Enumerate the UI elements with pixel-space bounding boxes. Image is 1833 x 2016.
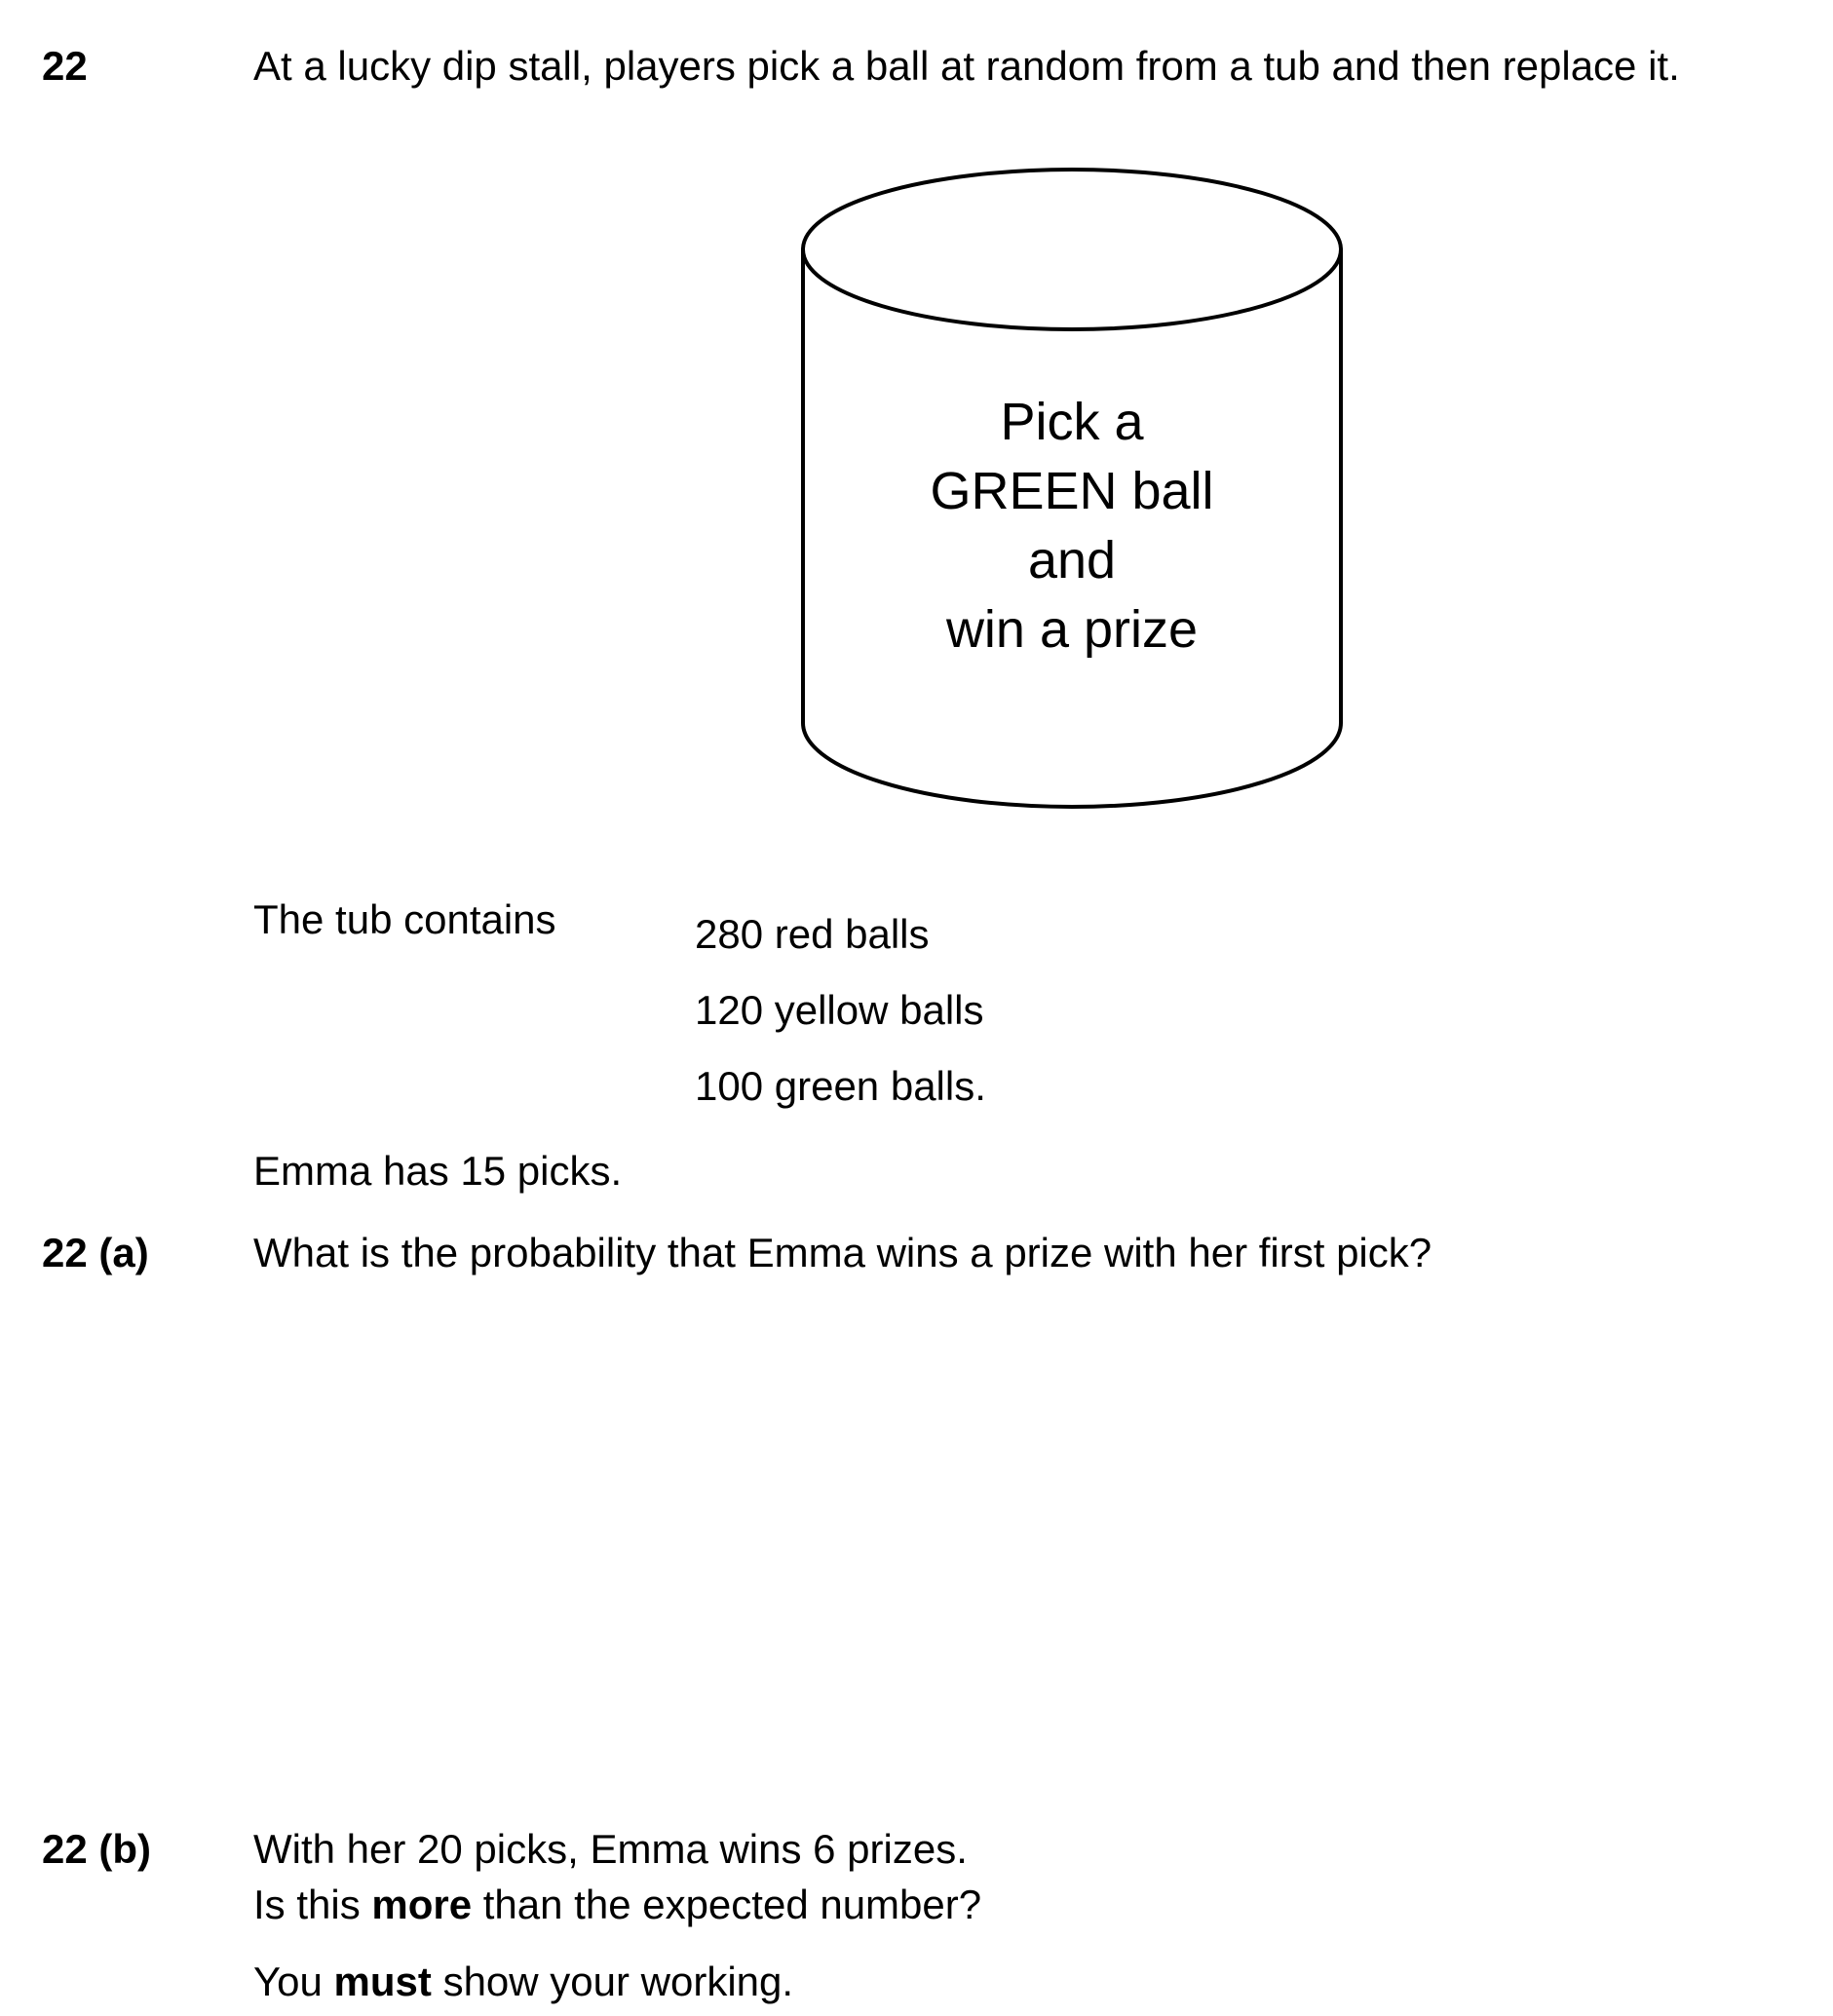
emma-picks-text: Emma has 15 picks. bbox=[253, 1148, 623, 1194]
part-b-line-3 bbox=[253, 1959, 793, 2005]
part-b-line-3-end: show your working. bbox=[431, 1959, 794, 2004]
part-b-emphasis-must: must bbox=[333, 1959, 432, 2004]
contents-item-green: 100 green balls. bbox=[695, 1063, 986, 1109]
part-b-line-2-end: than the expected number? bbox=[472, 1882, 982, 1927]
contents-item-red: 280 red balls bbox=[695, 911, 930, 957]
contents-label: The tub contains bbox=[253, 896, 556, 942]
tub-label-line: GREEN ball bbox=[930, 462, 1214, 520]
part-b-line-2-start: Is this bbox=[253, 1882, 372, 1927]
part-b-line-3-start: You bbox=[253, 1959, 334, 2004]
part-b-line-2 bbox=[253, 1882, 981, 1928]
part-a-question: What is the probability that Emma wins a prize with her first pick? bbox=[253, 1230, 1432, 1275]
tub-label-line: and bbox=[1027, 531, 1117, 590]
contents-list bbox=[695, 896, 986, 1124]
part-a-number: 22 (a) bbox=[42, 1230, 149, 1275]
part-b-number: 22 (b) bbox=[42, 1826, 152, 1872]
part-b-line-1: With her 20 picks, Emma wins 6 prizes. bbox=[253, 1826, 968, 1872]
part-b-emphasis-more: more bbox=[371, 1882, 473, 1927]
tub-label-line: win a prize bbox=[945, 600, 1199, 659]
contents-item-yellow: 120 yellow balls bbox=[695, 987, 984, 1033]
question-intro: At a lucky dip stall, players pick a ball at random from a tub and then replace it. bbox=[253, 43, 1680, 89]
tub-label-line: Pick a bbox=[1000, 393, 1144, 451]
tub-label bbox=[828, 388, 1316, 665]
question-number: 22 bbox=[42, 43, 88, 89]
tub-rim bbox=[803, 170, 1341, 329]
